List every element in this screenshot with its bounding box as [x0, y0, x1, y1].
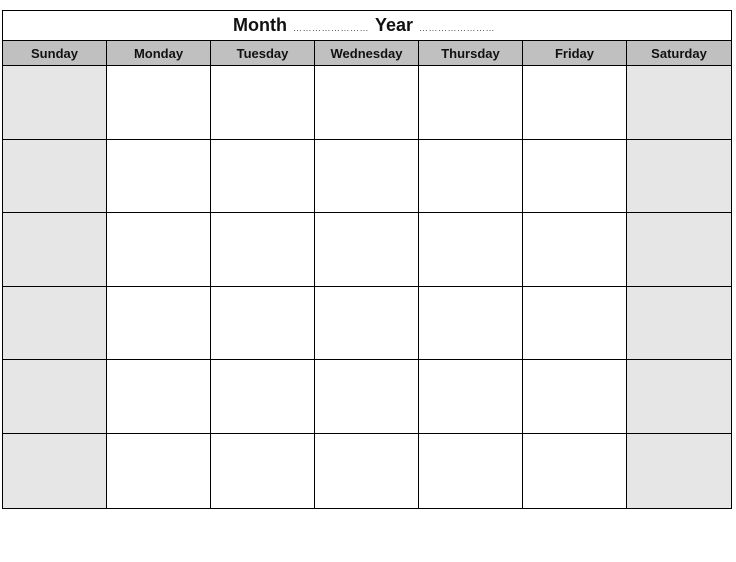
day-cell-monday[interactable] — [107, 360, 211, 434]
year-fill-line[interactable]: …………………… — [419, 22, 496, 33]
day-cell-wednesday[interactable] — [315, 140, 419, 214]
day-cell-thursday[interactable] — [419, 213, 523, 287]
day-cell-friday[interactable] — [523, 360, 627, 434]
day-cell-monday[interactable] — [107, 140, 211, 214]
day-cell-thursday[interactable] — [419, 434, 523, 508]
day-cell-sunday[interactable] — [3, 213, 107, 287]
day-cell-thursday[interactable] — [419, 360, 523, 434]
day-cell-tuesday[interactable] — [211, 287, 315, 361]
day-cell-saturday[interactable] — [627, 287, 731, 361]
day-cell-monday[interactable] — [107, 434, 211, 508]
day-cell-saturday[interactable] — [627, 360, 731, 434]
month-fill-line[interactable]: …………………… — [292, 22, 369, 33]
day-cell-thursday[interactable] — [419, 287, 523, 361]
day-cell-sunday[interactable] — [3, 140, 107, 214]
day-cell-friday[interactable] — [523, 213, 627, 287]
weekday-header-sunday: Sunday — [3, 41, 107, 66]
day-cell-wednesday[interactable] — [315, 434, 419, 508]
weekday-header-thursday: Thursday — [419, 41, 523, 66]
weekday-header-friday: Friday — [523, 41, 627, 66]
calendar-title — [3, 11, 731, 41]
day-cell-saturday[interactable] — [627, 213, 731, 287]
day-cell-sunday[interactable] — [3, 360, 107, 434]
day-cell-friday[interactable] — [523, 66, 627, 140]
day-cell-tuesday[interactable] — [211, 140, 315, 214]
day-cell-tuesday[interactable] — [211, 66, 315, 140]
day-cell-wednesday[interactable] — [315, 360, 419, 434]
day-grid — [3, 66, 731, 508]
day-cell-monday[interactable] — [107, 287, 211, 361]
weekday-header-row — [3, 41, 731, 66]
day-cell-friday[interactable] — [523, 140, 627, 214]
weekday-header-monday: Monday — [107, 41, 211, 66]
day-cell-saturday[interactable] — [627, 140, 731, 214]
day-cell-monday[interactable] — [107, 66, 211, 140]
day-cell-saturday[interactable] — [627, 66, 731, 140]
calendar-template — [2, 10, 732, 509]
day-cell-tuesday[interactable] — [211, 213, 315, 287]
weekday-header-saturday: Saturday — [627, 41, 731, 66]
day-cell-sunday[interactable] — [3, 434, 107, 508]
weekday-header-wednesday: Wednesday — [315, 41, 419, 66]
day-cell-friday[interactable] — [523, 434, 627, 508]
day-cell-saturday[interactable] — [627, 434, 731, 508]
day-cell-tuesday[interactable] — [211, 434, 315, 508]
day-cell-wednesday[interactable] — [315, 66, 419, 140]
month-label: Month — [232, 15, 287, 35]
day-cell-wednesday[interactable] — [315, 287, 419, 361]
day-cell-sunday[interactable] — [3, 287, 107, 361]
day-cell-thursday[interactable] — [419, 66, 523, 140]
day-cell-friday[interactable] — [523, 287, 627, 361]
day-cell-thursday[interactable] — [419, 140, 523, 214]
weekday-header-tuesday: Tuesday — [211, 41, 315, 66]
day-cell-tuesday[interactable] — [211, 360, 315, 434]
day-cell-wednesday[interactable] — [315, 213, 419, 287]
year-label: Year — [374, 15, 414, 35]
day-cell-sunday[interactable] — [3, 66, 107, 140]
day-cell-monday[interactable] — [107, 213, 211, 287]
